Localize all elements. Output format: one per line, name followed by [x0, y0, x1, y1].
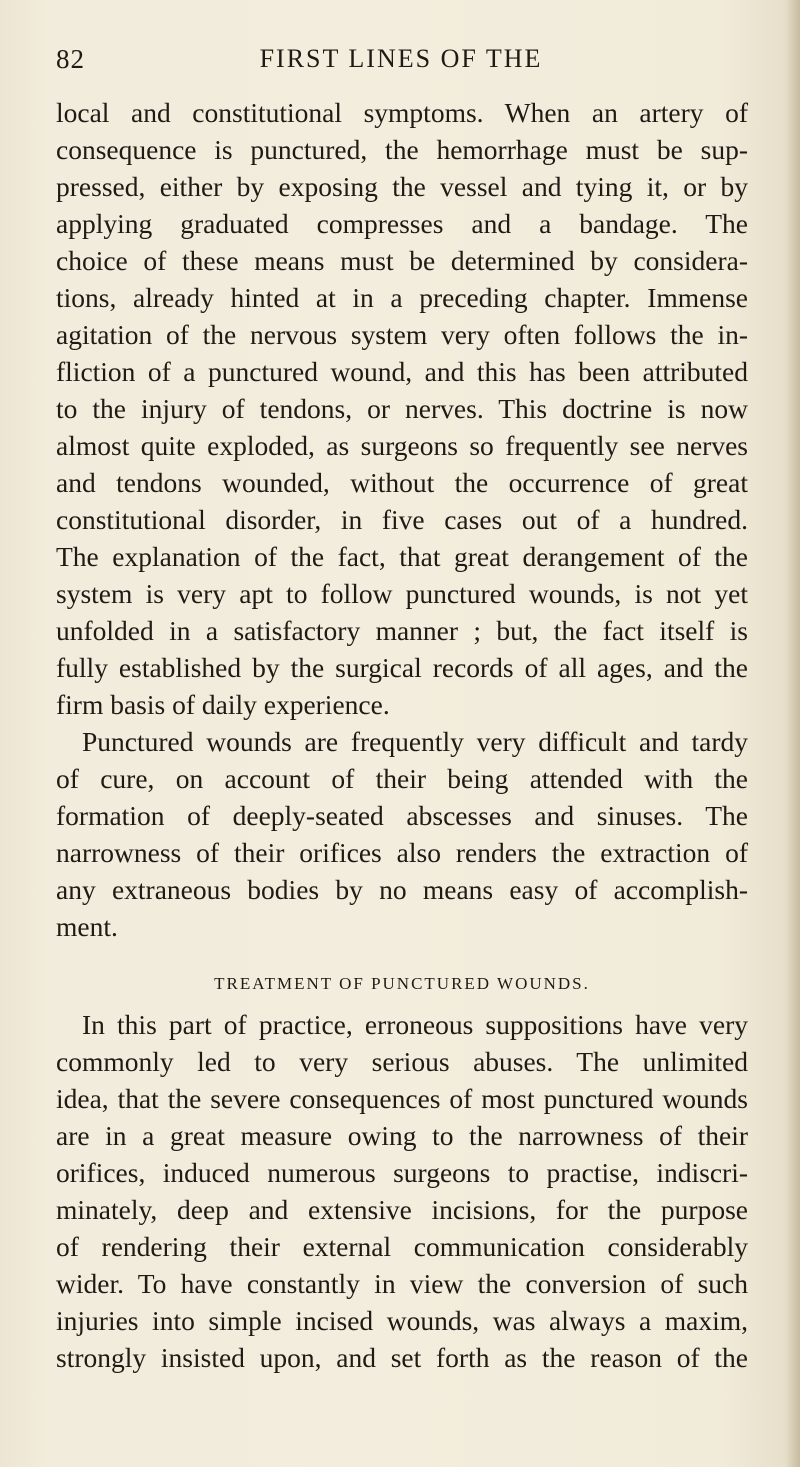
page-edge-shadow	[786, 0, 800, 1467]
text-line: Punctured wounds are frequently very difficult and tardy	[82, 726, 748, 757]
text-line: choice of these means must be determined by considera-	[56, 245, 748, 276]
text-line: are in a great measure owing to the narrowness of their	[56, 1120, 748, 1151]
text-line: consequence is punctured, the hemorrhage must be sup-	[56, 134, 748, 165]
text-line: The explanation of the fact, that great derangement of the	[56, 541, 748, 572]
text-line: injuries into simple incised wounds, was always a maxim,	[56, 1305, 748, 1336]
text-line: and tendons wounded, without the occurrence of great	[56, 467, 748, 498]
paragraph-2	[56, 723, 748, 945]
text-line: of cure, on account of their being attended with the	[56, 763, 748, 794]
paragraph-3	[56, 1006, 748, 1376]
running-head: FIRST LINES OF THE	[259, 44, 543, 73]
text-line: fully established by the surgical records of all ages, and the	[56, 652, 748, 683]
page-header	[56, 44, 746, 84]
text-line: In this part of practice, erroneous suppositions have very	[82, 1009, 748, 1040]
text-line: wider. To have constantly in view the conversion of such	[56, 1268, 748, 1299]
paragraph-1	[56, 94, 748, 723]
text-line: local and constitutional symptoms. When an artery of	[56, 97, 748, 128]
text-line: formation of deeply-seated abscesses and sinuses. The	[56, 800, 748, 831]
text-line: almost quite exploded, as surgeons so frequently see nerves	[56, 430, 748, 461]
text-line: tions, already hinted at in a preceding chapter. Immense	[56, 282, 748, 313]
text-line: strongly insisted upon, and set forth as the reason of the	[56, 1342, 748, 1373]
text-line: fliction of a punctured wound, and this has been attributed	[56, 356, 748, 387]
text-line: orifices, induced numerous surgeons to practise, indiscri-	[56, 1157, 748, 1188]
page-number: 82	[56, 44, 85, 74]
body-text	[56, 94, 748, 1376]
text-line: agitation of the nervous system very often follows the in-	[56, 319, 748, 350]
text-line: idea, that the severe consequences of most punctured wounds	[56, 1083, 748, 1114]
section-heading: TREATMENT OF PUNCTURED WOUNDS.	[214, 974, 590, 993]
text-line: pressed, either by exposing the vessel and tying it, or by	[56, 171, 748, 202]
text-line: any extraneous bodies by no means easy of accomplish-	[56, 874, 748, 905]
text-line: unfolded in a satisfactory manner ; but, the fact itself is	[56, 615, 748, 646]
text-line: to the injury of tendons, or nerves. This doctrine is now	[56, 393, 748, 424]
text-line: minately, deep and extensive incisions, for the purpose	[56, 1194, 748, 1225]
text-line: system is very apt to follow punctured wounds, is not yet	[56, 578, 748, 609]
text-line: constitutional disorder, in five cases out of a hundred.	[56, 504, 748, 535]
text-line: applying graduated compresses and a bandage. The	[56, 208, 748, 239]
text-line: narrowness of their orifices also renders the extraction of	[56, 837, 748, 868]
text-line: ment.	[56, 911, 118, 942]
text-line: of rendering their external communication considerably	[56, 1231, 748, 1262]
text-line: firm basis of daily experience.	[56, 689, 390, 720]
text-line: commonly led to very serious abuses. The unlimited	[56, 1046, 748, 1077]
